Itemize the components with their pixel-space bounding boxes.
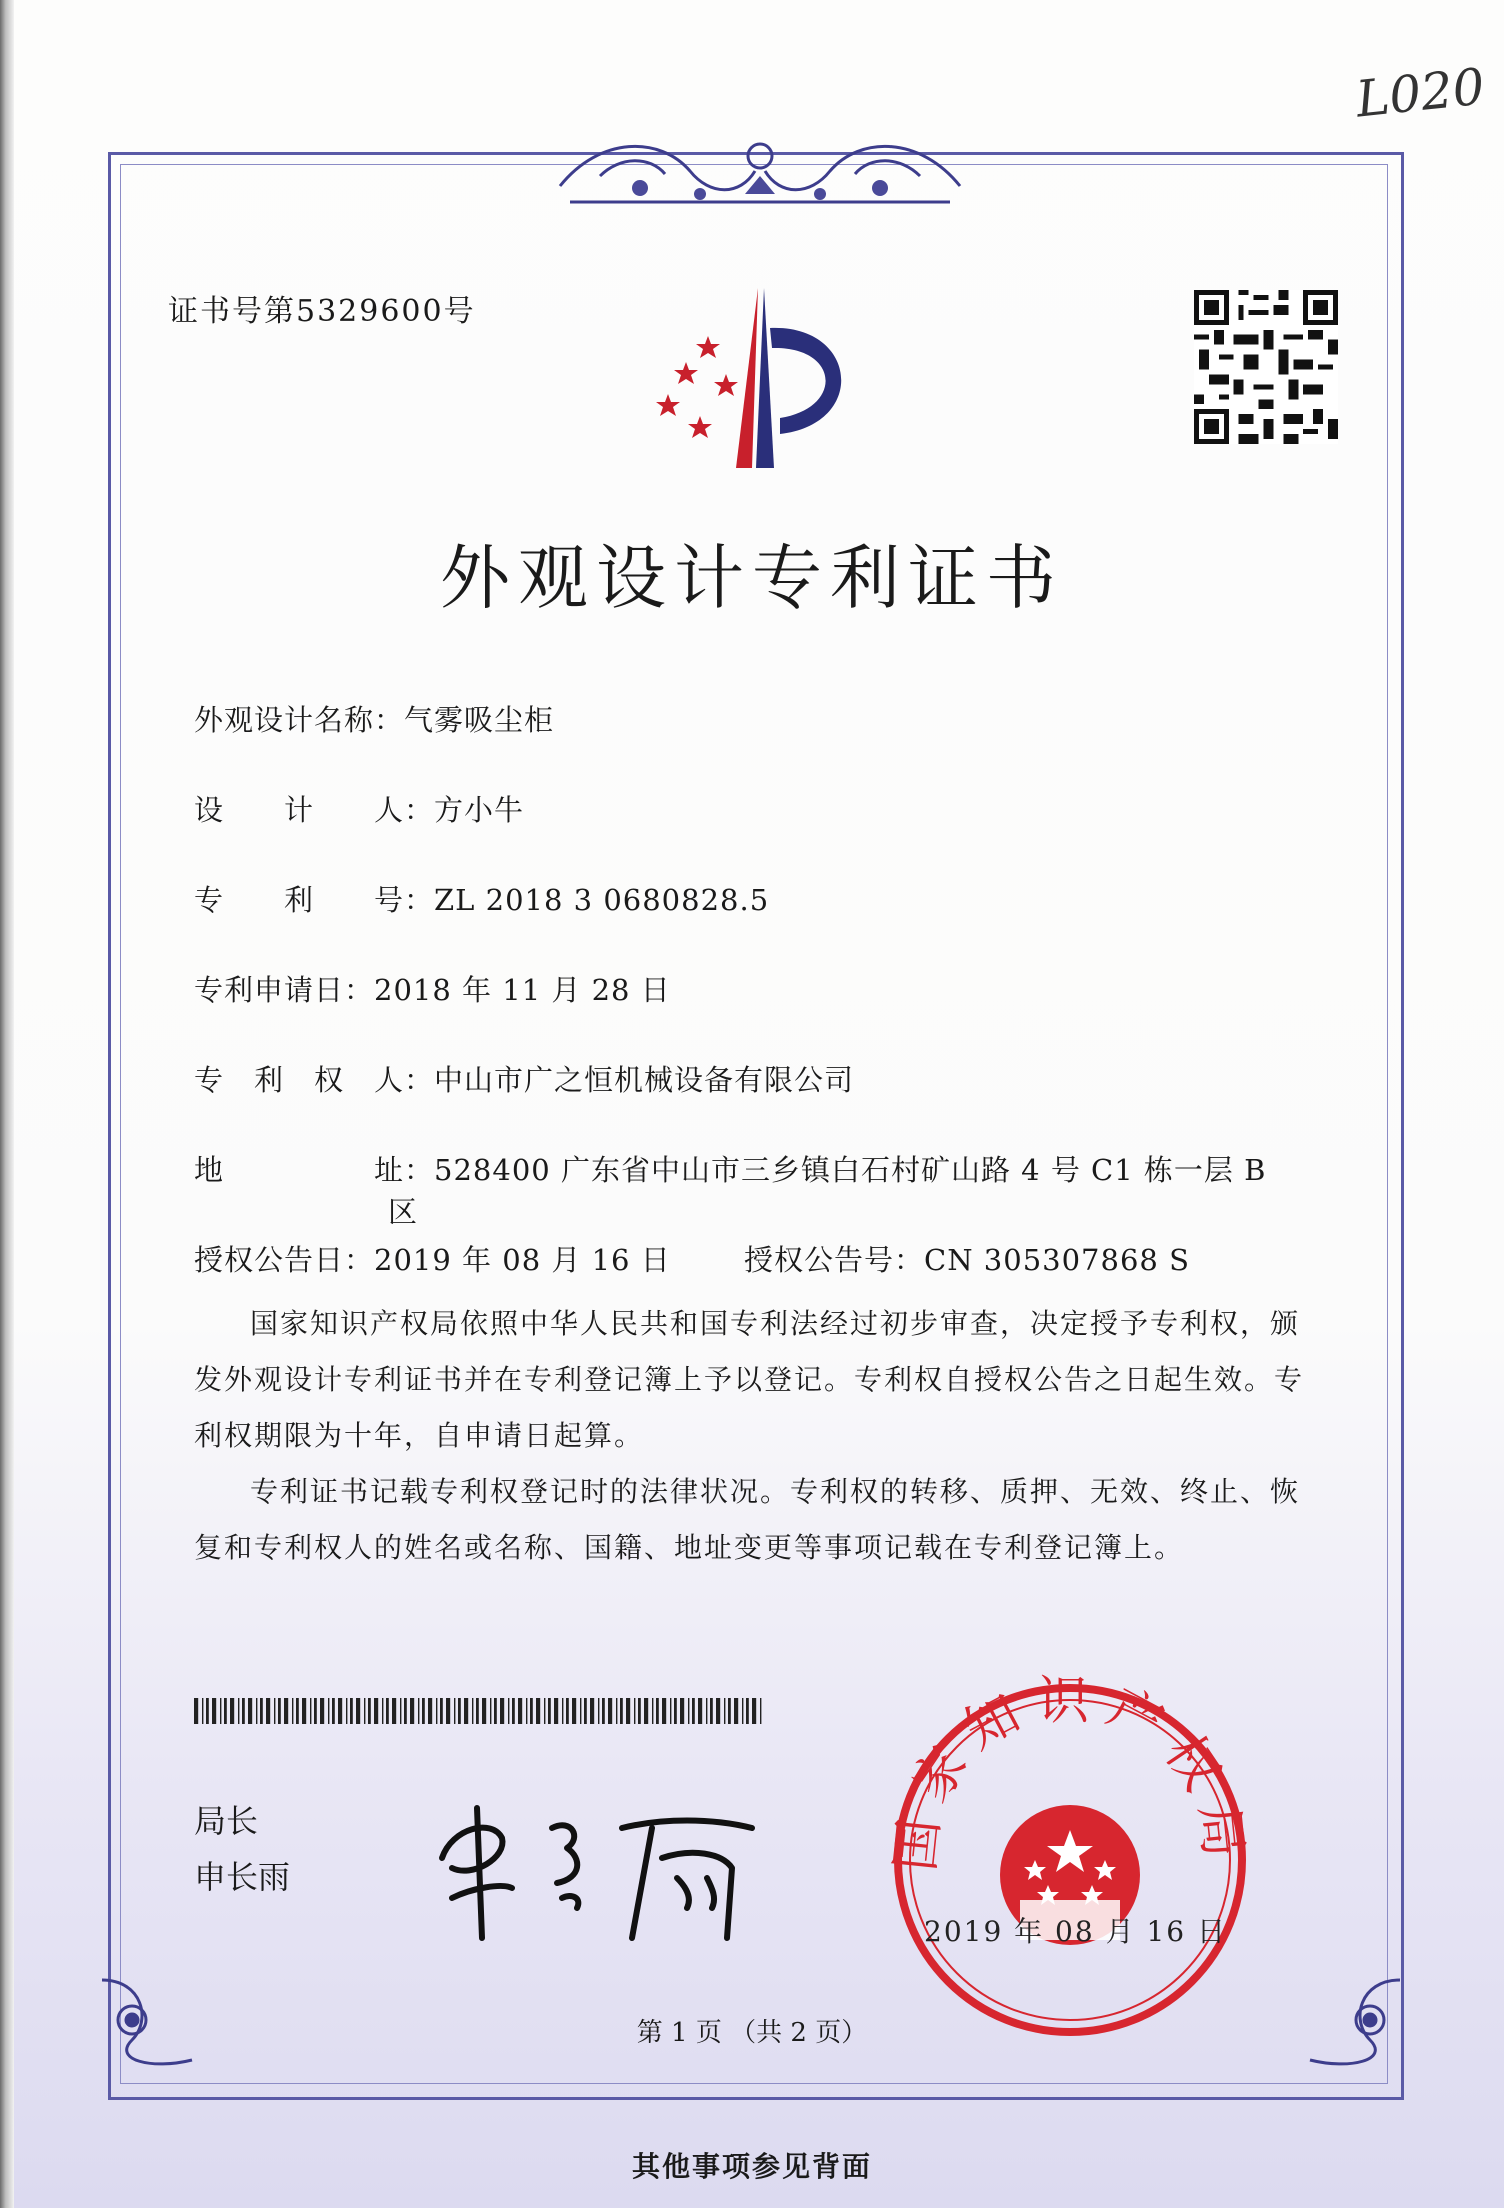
field-label: 专 利 权 人：	[194, 1063, 435, 1097]
top-ornament-icon	[540, 116, 980, 212]
director-title: 局长	[194, 1802, 259, 1840]
handwritten-note: L020	[1353, 57, 1488, 129]
field-label: 专 利 号：	[194, 883, 435, 917]
field-label: 外观设计名称：	[194, 703, 405, 737]
paragraph-record: 专利证书记载专利权登记时的法律状况。专利权的转移、质押、无效、终止、恢复和专利权人的姓名或名称、国籍、地址变更等事项记载在专利登记簿上。	[194, 1475, 1301, 1564]
qr-code-icon	[1194, 290, 1338, 444]
field-value: 528400 广东省中山市三乡镇白石村矿山路 4 号 C1 栋一层 B	[434, 1153, 1267, 1187]
field-label: 授权公告日：	[194, 1243, 375, 1277]
cnipa-logo-icon	[648, 284, 878, 480]
seal-date: 2019 年 08 月 16 日	[924, 1915, 1228, 1948]
field-grant-date	[194, 1238, 671, 1279]
field-value: 气雾吸尘柜	[404, 703, 555, 737]
field-value: CN 305307868 S	[924, 1243, 1190, 1277]
field-address-line2: 区	[388, 1195, 419, 1229]
scan-edge	[0, 0, 14, 2208]
field-label: 地 址：	[194, 1153, 435, 1187]
field-design-name	[194, 698, 554, 739]
footer-note: 其他事项参见背面	[631, 2150, 872, 2183]
field-grant-number	[744, 1238, 1190, 1279]
paragraph-grant: 国家知识产权局依照中华人民共和国专利法经过初步审查，决定授予专利权，颁发外观设计专利证书并在专利登记簿上予以登记。专利权自授权公告之日起生效。专利权期限为十年，自申请日起算。	[194, 1307, 1305, 1452]
field-value: 中山市广之恒机械设备有限公司	[434, 1063, 855, 1097]
field-patent-number	[194, 878, 769, 919]
field-address	[194, 1148, 1266, 1189]
field-patentee	[194, 1058, 854, 1099]
legal-text	[194, 1296, 1308, 1576]
director-signature	[432, 1788, 762, 1958]
field-value: ZL 2018 3 0680828.5	[434, 883, 770, 917]
field-value: 2019 年 08 月 16 日	[374, 1243, 671, 1277]
certificate-title: 外观设计专利证书	[440, 537, 1064, 619]
barcode-icon	[194, 1698, 766, 1724]
official-seal-icon	[880, 1670, 1260, 2050]
certificate-number: 证书号第5329600号	[168, 294, 476, 329]
field-filing-date	[194, 968, 671, 1009]
field-label: 设 计 人：	[194, 793, 435, 827]
svg-text:国家知识产权局: 国家知识产权局	[885, 1671, 1255, 1874]
field-value: 2018 年 11 月 28 日	[374, 973, 671, 1007]
field-label: 授权公告号：	[744, 1243, 925, 1277]
field-label: 专利申请日：	[194, 973, 375, 1007]
field-value: 方小牛	[434, 793, 525, 827]
page-number: 第 1 页 （共 2 页）	[636, 2018, 868, 2048]
field-designer	[194, 788, 524, 829]
director-name: 申长雨	[194, 1858, 291, 1896]
